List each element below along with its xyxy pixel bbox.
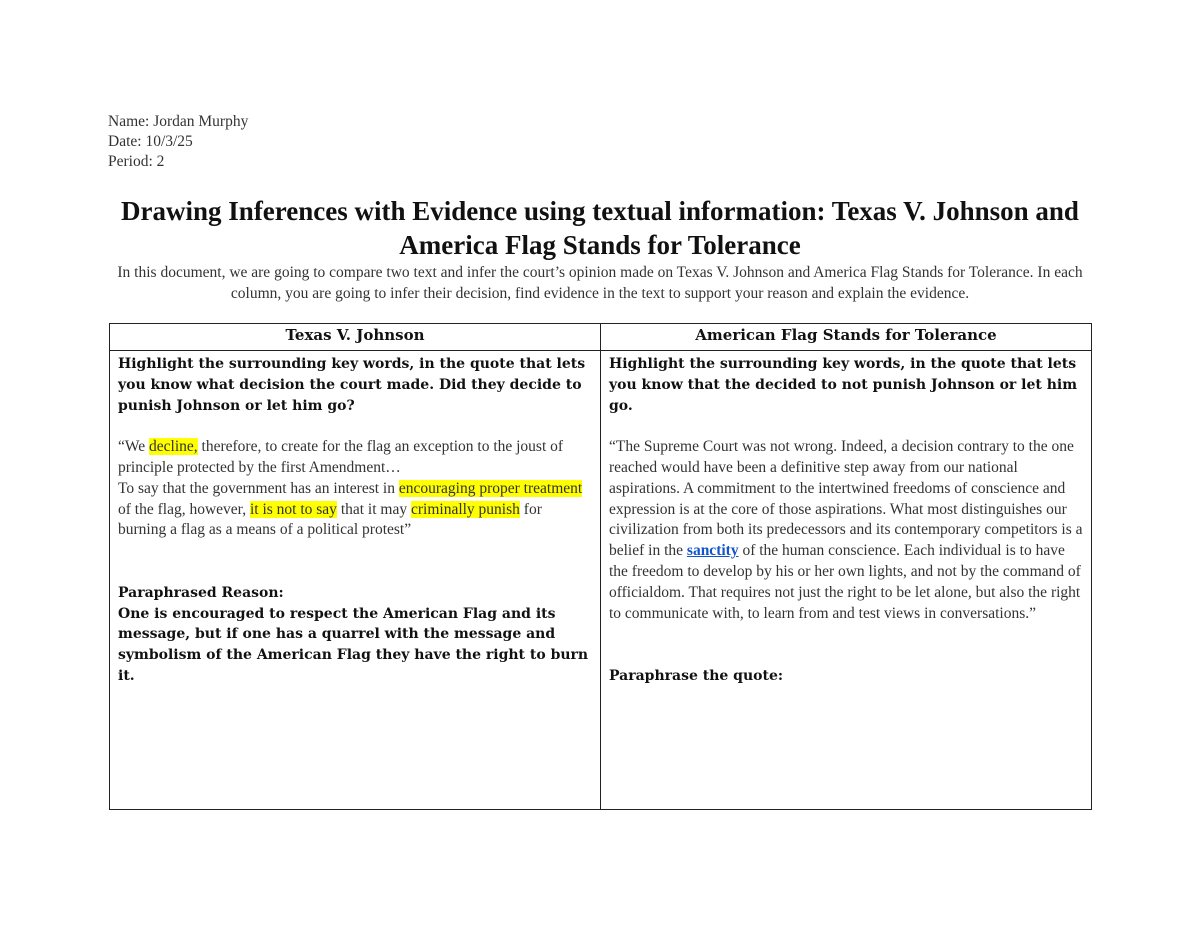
student-name: Name: Jordan Murphy	[108, 113, 249, 130]
left-cell	[110, 351, 601, 810]
highlight-not-to-say: it is not to say	[249, 500, 337, 518]
highlight-decline: decline,	[149, 438, 198, 456]
table-body-row	[110, 351, 1092, 810]
table-header-row	[110, 324, 1092, 351]
intro-paragraph: In this document, we are going to compare two text and infer the court’s opinion made on Texas V. Johnson and America Flag Stands for Tolerance. In each column, you are going to infer their decision, find evidence in the text to support your reason and explain the evidence.	[117, 264, 1083, 302]
assignment-date: Date: 10/3/25	[108, 133, 193, 150]
paraphrased-reason-label: Paraphrased Reason:	[118, 584, 284, 601]
student-info	[108, 112, 248, 172]
comparison-table	[109, 323, 1092, 810]
left-quote: “We decline, therefore, to create for the flag an exception to the joust of principle protected by the first Amendment… To say that the government has an interest in encouraging proper treatment of the flag, however, it is not to say that it may criminally punish for burning a flag as a means of a political protest”	[118, 438, 583, 539]
document-title: Drawing Inferences with Evidence using textual information: Texas V. Johnson and America Flag Stands for Tolerance	[121, 196, 1079, 260]
right-quote: “The Supreme Court was not wrong. Indeed, a decision contrary to the one reached would have been a definitive step away from our national aspirations. A commitment to the intertwined freedoms of conscience and expression is at the core of those aspirations. What most distinguishes our civilization from both its predecessors and its contemporary competitors is a belief in the sanctity of the human conscience. Each individual is to have the freedom to develop by his or her own lights, and not by the command of officialdom. That requires not just the right to be let alone, but also the right to communicate with, to learn from and test views in conversations.”	[609, 438, 1083, 622]
sanctity-link[interactable]: sanctity	[686, 542, 739, 560]
paraphrased-reason-text[interactable]: One is encouraged to respect the American Flag and its message, but if one has a quarrel with the message and symbolism of the American Flag they have the right to burn it.	[118, 605, 589, 684]
highlight-criminally-punish: criminally punish	[410, 500, 520, 518]
class-period: Period: 2	[108, 153, 165, 170]
column-header-texas-v-johnson: Texas V. Johnson	[110, 324, 601, 351]
right-prompt: Highlight the surrounding key words, in the quote that lets you know that the decided to not punish Johnson or let him go.	[609, 356, 1078, 414]
highlight-encouraging: encouraging proper treatment	[398, 479, 583, 497]
right-cell	[601, 351, 1092, 810]
paraphrase-label: Paraphrase the quote:	[609, 667, 784, 684]
column-header-american-flag: American Flag Stands for Tolerance	[601, 324, 1092, 351]
left-prompt: Highlight the surrounding key words, in the quote that lets you know what decision the court made. Did they decide to punish Johnson or let him go?	[118, 356, 586, 414]
paraphrase-answer-area[interactable]	[609, 687, 1083, 747]
